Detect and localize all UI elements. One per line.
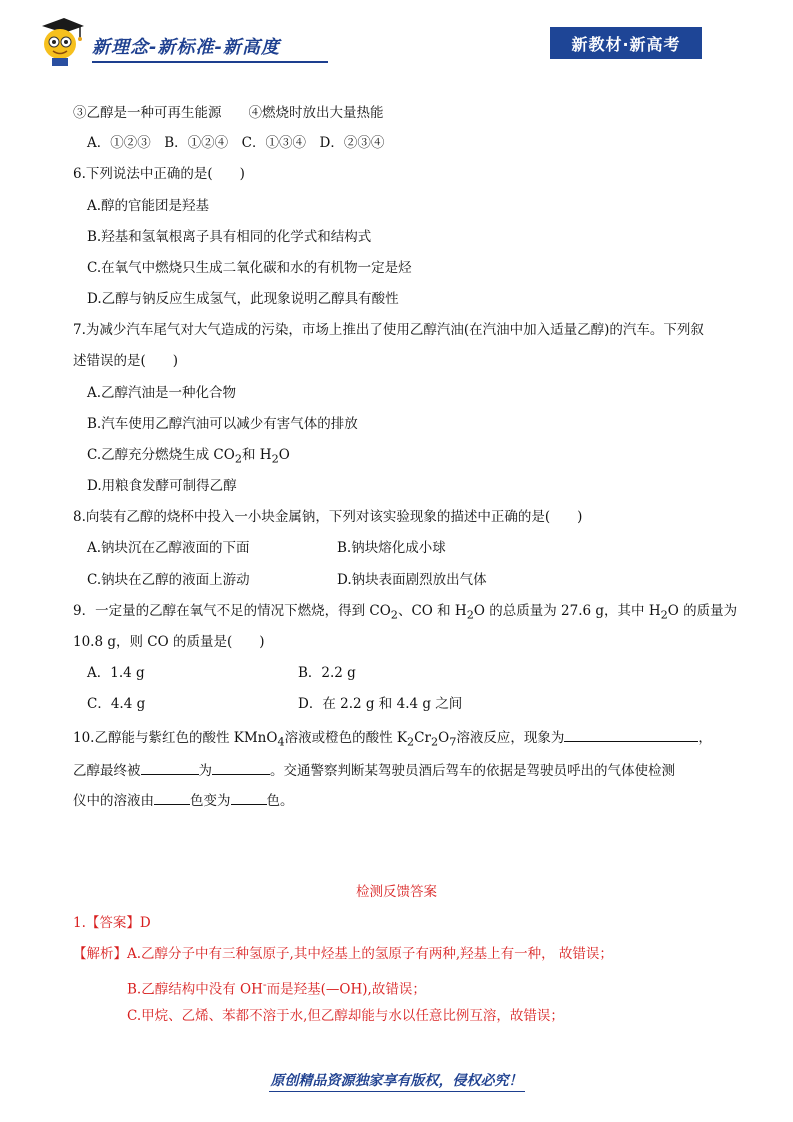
- q10-line3: 仪中的溶液由 色变为 色。: [73, 790, 294, 810]
- header-badge: 新教材·新高考: [550, 27, 702, 59]
- q7-option-d: D.用粮食发酵可制得乙醇: [87, 478, 237, 494]
- analysis-line-a: 【解析】A.乙醇分子中有三种氢原子,其中烃基上的氢原子有两种,羟基上有一种， 故错误；: [73, 946, 613, 962]
- q5-options: A．①②③ B．①②④ C．①③④ D．②③④: [87, 135, 385, 151]
- q9-option-b: B．2.2 g: [298, 665, 356, 681]
- analysis-line-c: C.甲烷、乙烯、苯都不溶于水,但乙醇却能与水以任意比例互溶，故错误；: [127, 1008, 564, 1024]
- header-slogan: 新理念-新标准-新高度: [92, 37, 280, 58]
- q10-blank-color-from[interactable]: [154, 790, 190, 805]
- q8-stem: 8.向装有乙醇的烧杯中投入一小块金属钠，下列对该实验现象的描述中正确的是( ): [73, 509, 583, 525]
- q7-option-b: B.汽车使用乙醇汽油可以减少有害气体的排放: [87, 416, 358, 432]
- q8-option-a: A.钠块沉在乙醇液面的下面: [87, 540, 250, 556]
- q7-stem-line2: 述错误的是( ): [73, 353, 179, 369]
- q6-stem: 6.下列说法中正确的是( ): [73, 166, 245, 182]
- q6-option-b: B.羟基和氢氧根离子具有相同的化学式和结构式: [87, 229, 372, 245]
- analysis-line-b: B.乙醇结构中没有 OH-而是羟基(—OH),故错误；: [127, 978, 426, 998]
- q8-option-c: C.钠块在乙醇的液面上游动: [87, 572, 250, 588]
- q8-option-d: D.钠块表面剧烈放出气体: [337, 572, 487, 588]
- q9-stem-line1: 9．一定量的乙醇在氧气不足的情况下燃烧，得到 $CO_2$、CO 和 $H_2O$ 的总质量为 27.6 g，其中 $H_2O$ 的质量为: [73, 603, 738, 622]
- q9-option-d: D．在 2.2 g 和 4.4 g 之间: [298, 696, 463, 712]
- q10-blank-phenomenon[interactable]: [564, 727, 698, 742]
- q7-option-a: A.乙醇汽油是一种化合物: [87, 385, 237, 401]
- q7-option-c: C.乙醇充分燃烧生成 $CO_2$和 $H_2O$: [87, 447, 290, 466]
- copyright-footer: 原创精品资源独家享有版权，侵权必究！: [0, 1070, 793, 1090]
- answer-1: 1.【答案】D: [73, 915, 151, 931]
- answers-title: 检测反馈答案: [356, 884, 437, 900]
- q9-option-c: C．4.4 g: [87, 696, 146, 712]
- q9-stem-line2: 10.8 g，则 CO 的质量是( ): [73, 634, 265, 650]
- q6-option-d: D.乙醇与钠反应生成氢气，此现象说明乙醇具有酸性: [87, 291, 399, 307]
- mascot-logo-icon: [30, 16, 90, 68]
- q10-blank-product[interactable]: [212, 760, 270, 775]
- q10-blank-oxidized-by[interactable]: [141, 760, 199, 775]
- q5-statement-line: ③乙醇是一种可再生能源 ④燃烧时放出大量热能: [73, 105, 384, 121]
- q6-option-a: A.醇的官能团是羟基: [87, 198, 210, 214]
- q6-option-c: C.在氧气中燃烧只生成二氧化碳和水的有机物一定是烃: [87, 260, 412, 276]
- q10-blank-color-to[interactable]: [231, 790, 267, 805]
- header-underline: [92, 61, 328, 63]
- q10-line1: 10.乙醇能与紫红色的酸性 KMnO$_4$溶液或橙色的酸性 $K_2Cr_2O_7$溶液反应，现象为 ，: [73, 727, 712, 752]
- q9-option-a: A．1.4 g: [87, 665, 145, 681]
- q10-line2: 乙醇最终被 为 。交通警察判断某驾驶员酒后驾车的依据是驾驶员呼出的气体使检测: [73, 760, 675, 780]
- q7-stem-line1: 7.为减少汽车尾气对大气造成的污染，市场上推出了使用乙醇汽油(在汽油中加入适量乙醇)的汽车。下列叙: [73, 322, 704, 338]
- q8-option-b: B.钠块熔化成小球: [337, 540, 446, 556]
